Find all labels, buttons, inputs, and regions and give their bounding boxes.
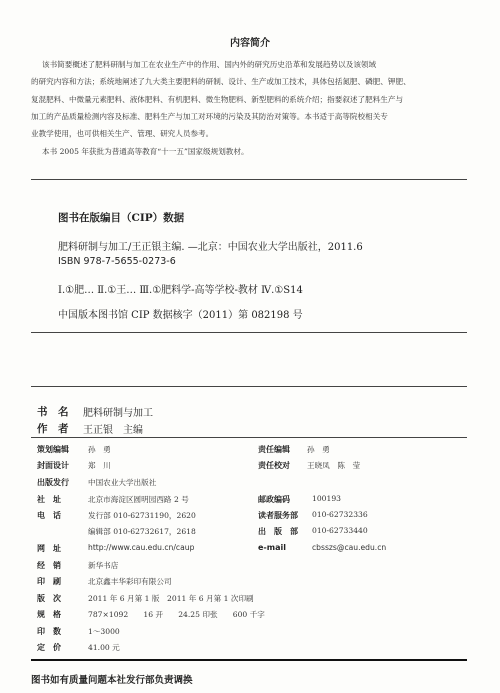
divider xyxy=(31,386,467,387)
quality-notice: 图书如有质量问题本社发行部负责调换 xyxy=(31,675,193,686)
printer-label: 印 刷 xyxy=(37,576,61,586)
summary-line: 的研究内容和方法；系统地阐述了九大类主要肥料的研制、设计、生产或加工技术，具体包括氮肥、磷肥、钾肥、 xyxy=(31,77,411,86)
email-value[interactable]: cbsszs@cau.edu.cn xyxy=(312,543,387,552)
divider xyxy=(31,437,467,438)
phone-label: 电 话 xyxy=(37,510,61,520)
book-title-label: 书 名 xyxy=(37,406,69,418)
specification-label: 规 格 xyxy=(37,609,61,619)
address-label: 社 址 xyxy=(37,494,61,504)
book-author-value: 王正银 主编 xyxy=(83,425,143,436)
planning-editor-label: 策划编辑 xyxy=(37,444,69,454)
planning-editor-value: 孙 勇 xyxy=(88,445,111,454)
postcode-value: 100193 xyxy=(312,494,341,503)
book-title-value: 肥料研制与加工 xyxy=(83,408,153,419)
email-label: e-mail xyxy=(258,543,286,552)
summary-note: 本书 2005 年获批为普通高等教育“十一五”国家级规划教材。 xyxy=(42,147,249,156)
cip-heading: 图书在版编目（CIP）数据 xyxy=(58,212,185,224)
postcode-label: 邮政编码 xyxy=(258,494,290,504)
specification-value: 787×1092 16 开 24.25 印张 600 千字 xyxy=(88,610,265,619)
divider xyxy=(31,332,467,333)
responsible-editor-label: 责任编辑 xyxy=(258,444,290,454)
edition-label: 版 次 xyxy=(37,593,61,603)
divider xyxy=(31,179,467,180)
website-value[interactable]: http://www.cau.edu.cn/caup xyxy=(88,543,195,552)
distributor-value: 新华书店 xyxy=(88,561,119,570)
summary-line: 该书简要概述了肥料研制与加工在农业生产中的作用、国内外的研究历史沿革和发展趋势以及该领域 xyxy=(42,60,377,69)
proofreader-value: 王晓凤 陈 莹 xyxy=(307,461,361,470)
cip-catalog-line: 肥料研制与加工/王正银主编. —北京：中国农业大学出版社，2011.6 xyxy=(58,242,363,253)
proofreader-label: 责任校对 xyxy=(258,460,290,470)
publisher-value: 中国农业大学出版社 xyxy=(88,478,157,487)
address-value: 北京市海淀区圆明园西路 2 号 xyxy=(88,495,189,504)
distributor-label: 经 销 xyxy=(37,560,61,570)
phone-sales-value: 发行部 010-62731190，2620 xyxy=(88,511,196,520)
publishing-dept-label: 出 版 部 xyxy=(258,526,298,536)
reader-service-value: 010-62732336 xyxy=(312,510,368,519)
publishing-dept-value: 010-62733440 xyxy=(312,526,368,535)
reader-service-label: 读者服务部 xyxy=(258,510,298,520)
print-run-label: 印 数 xyxy=(37,626,61,636)
responsible-editor-value: 孙 勇 xyxy=(307,445,330,454)
summary-line: 加工的产品质量检测内容及标准、肥料生产与加工对环境的污染及其防治对策等。本书适于高等院校相关专 xyxy=(31,112,388,121)
website-label: 网 址 xyxy=(37,543,61,553)
price-label: 定 价 xyxy=(37,642,61,652)
summary-title: 内容简介 xyxy=(230,38,270,49)
cover-design-label: 封面设计 xyxy=(37,460,69,470)
edition-value: 2011 年 6 月第 1 版 2011 年 6 月第 1 次印刷 xyxy=(88,594,254,603)
cover-design-value: 郑 川 xyxy=(88,461,111,470)
cip-isbn: ISBN 978-7-5655-0273-6 xyxy=(58,256,176,267)
cip-record-number: 中国版本图书馆 CIP 数据核字（2011）第 082198 号 xyxy=(58,310,303,321)
publisher-label: 出版发行 xyxy=(37,477,69,487)
price-value: 41.00 元 xyxy=(88,643,120,652)
print-run-value: 1～3000 xyxy=(88,627,120,636)
cip-classification: Ⅰ.①肥… Ⅱ.①王… Ⅲ.①肥料学-高等学校-教材 Ⅳ.①S14 xyxy=(58,285,303,296)
book-author-label: 作 者 xyxy=(37,423,69,435)
divider xyxy=(31,659,467,661)
summary-line: 业教学使用，也可供相关生产、管理、研究人员参考。 xyxy=(31,129,214,138)
printer-value: 北京鑫丰华彩印有限公司 xyxy=(88,577,172,586)
summary-line: 复混肥料、中微量元素肥料、液体肥料、有机肥料、微生物肥料、新型肥料的系统介绍；指要叙述了肥料生产与 xyxy=(31,95,404,104)
phone-editorial-value: 编辑部 010-62732617，2618 xyxy=(88,527,196,536)
